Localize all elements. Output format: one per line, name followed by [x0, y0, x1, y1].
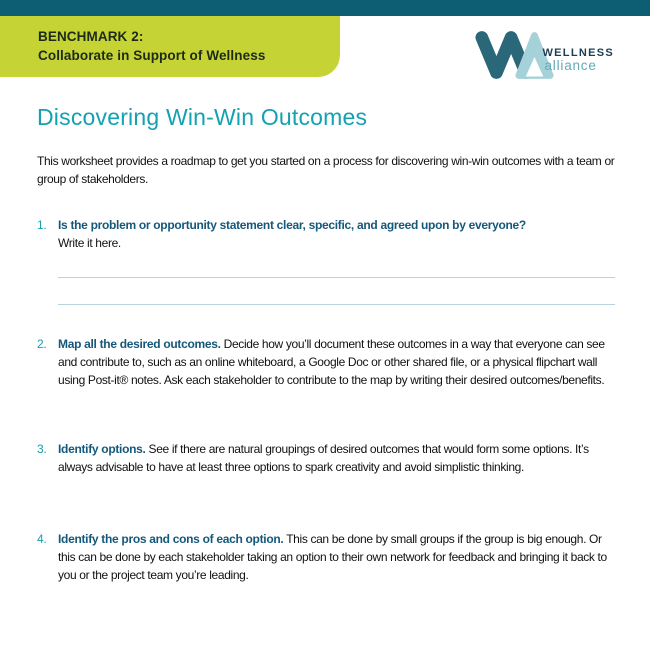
item-4-text: This can be done by small groups if the group is big enough. Or this can be done by each stakeholder taking an option to their own network for feedback and bringing it back to you or the project team you’re leading. — [58, 532, 607, 582]
item-4-body — [58, 530, 615, 584]
logo-wordmark-wellness: WELLNESS — [542, 46, 614, 59]
list-item-2 — [37, 335, 615, 389]
item-2-text: Decide how you’ll document these outcomes in a way that everyone can see and contribute to, such as an online whiteboard, a Google Doc or other shared file, or a physical flipchart wall using Post-it® notes. Ask each stakeholder to contribute to the map by writing their desired outcomes/benefits. — [58, 337, 605, 387]
worksheet-content — [0, 104, 650, 584]
list-item-1 — [37, 216, 615, 305]
benchmark-label: BENCHMARK 2: — [38, 29, 144, 44]
item-4-heading: Identify the pros and cons of each option. — [58, 532, 284, 546]
item-1-number: 1. — [37, 218, 47, 232]
item-3-text: See if there are natural groupings of desired outcomes that would form some options. It’s always advisable to have at least three options to spark creativity and avoid simplistic thinking. — [58, 442, 589, 474]
intro-paragraph: This worksheet provides a roadmap to get you started on a process for discovering win-win outcomes with a team or group of stakeholders. — [37, 154, 615, 186]
list-item-3 — [37, 440, 615, 476]
benchmark-banner — [0, 16, 340, 77]
item-1-question: Is the problem or opportunity statement clear, specific, and agreed upon by everyone? — [58, 218, 526, 232]
item-2-heading: Map all the desired outcomes. — [58, 337, 221, 351]
logo-wordmark-alliance: alliance — [544, 57, 597, 73]
wellness-alliance-logo — [474, 28, 614, 82]
item-4-number: 4. — [37, 532, 47, 546]
logo-wordmark — [542, 38, 614, 73]
item-2-body — [58, 335, 615, 389]
top-accent-bar — [0, 0, 650, 16]
item-1-body — [58, 216, 615, 305]
header-row — [0, 16, 650, 77]
answer-line-2 — [58, 304, 615, 305]
item-3-heading: Identify options. — [58, 442, 146, 456]
answer-line-1 — [58, 277, 615, 278]
page-title: Discovering Win-Win Outcomes — [37, 104, 368, 130]
item-2-number: 2. — [37, 337, 47, 351]
item-3-number: 3. — [37, 442, 47, 456]
benchmark-subtitle: Collaborate in Support of Wellness — [38, 48, 266, 63]
item-3-body — [58, 440, 615, 476]
item-1-instruction: Write it here. — [58, 236, 121, 250]
list-item-4 — [37, 530, 615, 584]
